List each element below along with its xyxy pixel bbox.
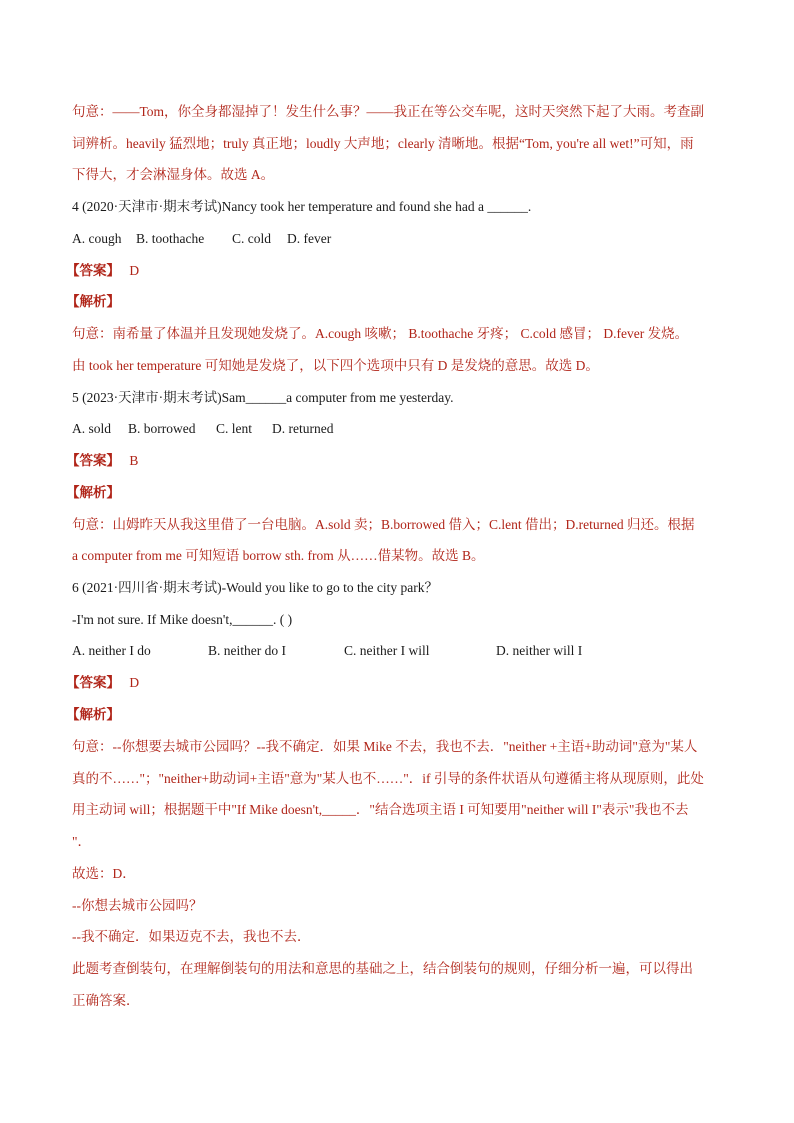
q5-analysis-line-1: 句意：山姆昨天从我这里借了一台电脑。A.sold 卖；B.borrowed 借入；C.lent 借出；D.returned 归还。根据 [72, 517, 695, 532]
q6-answer-row [66, 673, 139, 693]
q3-analysis-line-1: 句意：——Tom，你全身都湿掉了！发生什么事？——我正在等公交车呢，这时天突然下起了大雨。考查副 [72, 104, 705, 119]
q6-summary-line-2: 正确答案． [72, 993, 140, 1008]
q5-answer-value: B [129, 453, 139, 468]
q6-option-a: A. neither I do [72, 643, 151, 658]
q6-translation-1: --你想去城市公园吗？ [72, 898, 203, 913]
q6-translation-2: --我不确定．如果迈克不去，我也不去． [72, 929, 311, 944]
q4-answer-value: D [129, 263, 140, 278]
q6-analysis-line-3: 用主动词 will；根据题干中"If Mike doesn't,_____．"结合选项主语 I 可知要用"neither will I"表示"我也不去 [72, 802, 689, 817]
q5-option-b: B. borrowed [128, 421, 196, 436]
q5-stem: 5 (2023·天津市·期末考试)Sam______a computer from me yesterday. [72, 390, 454, 405]
q6-analysis-line-2: 真的不……"；"neither+助动词+主语"意为"某人也不……"．if 引导的条件状语从句遵循主将从现原则，此处 [72, 771, 704, 786]
q3-analysis-line-3: 下得大，才会淋湿身体。故选 A。 [72, 167, 275, 182]
q4-analysis-line-2: 由 took her temperature 可知她是发烧了，以下四个选项中只有 D 是发烧的意思。故选 D。 [72, 358, 599, 373]
q4-answer-row [66, 261, 139, 281]
q6-analysis-line-4: "． [72, 834, 92, 849]
q4-analysis-line-1: 句意：南希量了体温并且发现她发烧了。A.cough 咳嗽； B.toothache 牙疼； C.cold 感冒； D.fever 发烧。 [72, 326, 689, 341]
q5-option-c: C. lent [216, 421, 252, 436]
q6-option-d: D. neither will I [496, 643, 583, 658]
q4-analysis-label: 【解析】 [66, 294, 120, 309]
q6-stem: 6 (2021·四川省·期末考试)-Would you like to go to the city park？ [72, 580, 438, 595]
q4-option-d: D. fever [287, 231, 332, 246]
q3-analysis-line-2: 词辨析。heavily 猛烈地；truly 真正地；loudly 大声地；clearly 清晰地。根据“Tom, you're all wet!”可知，雨 [72, 136, 694, 151]
q5-analysis-line-2: a computer from me 可知短语 borrow sth. from 从……借某物。故选 B。 [72, 548, 485, 563]
q6-summary-line-1: 此题考查倒装句，在理解倒装句的用法和意思的基础之上，结合倒装句的规则，仔细分析一遍，可以得出 [72, 961, 693, 976]
q5-option-d: D. returned [272, 421, 334, 436]
q6-conclusion: 故选：D． [72, 866, 136, 881]
q4-option-c: C. cold [232, 231, 271, 246]
q4-stem: 4 (2020·天津市·期末考试)Nancy took her temperature and found she had a ______. [72, 199, 532, 214]
q5-answer-label: 【答案】 [66, 453, 120, 468]
q4-option-a: A. cough [72, 231, 122, 246]
q6-answer-value: D [129, 675, 140, 690]
q4-answer-label: 【答案】 [66, 263, 120, 278]
q5-answer-row [66, 451, 138, 471]
q6-stem-reply: -I'm not sure. If Mike doesn't,______. ( ) [72, 612, 293, 627]
q6-analysis-line-1: 句意：--你想要去城市公园吗？--我不确定．如果 Mike 不去，我也不去．"neither +主语+助动词"意为"某人 [72, 739, 698, 754]
q6-analysis-label: 【解析】 [66, 707, 120, 722]
q4-option-b: B. toothache [136, 231, 205, 246]
q6-option-c: C. neither I will [344, 643, 430, 658]
q5-analysis-label: 【解析】 [66, 485, 120, 500]
q6-answer-label: 【答案】 [66, 675, 120, 690]
q6-option-b: B. neither do I [208, 643, 286, 658]
q5-option-a: A. sold [72, 421, 112, 436]
